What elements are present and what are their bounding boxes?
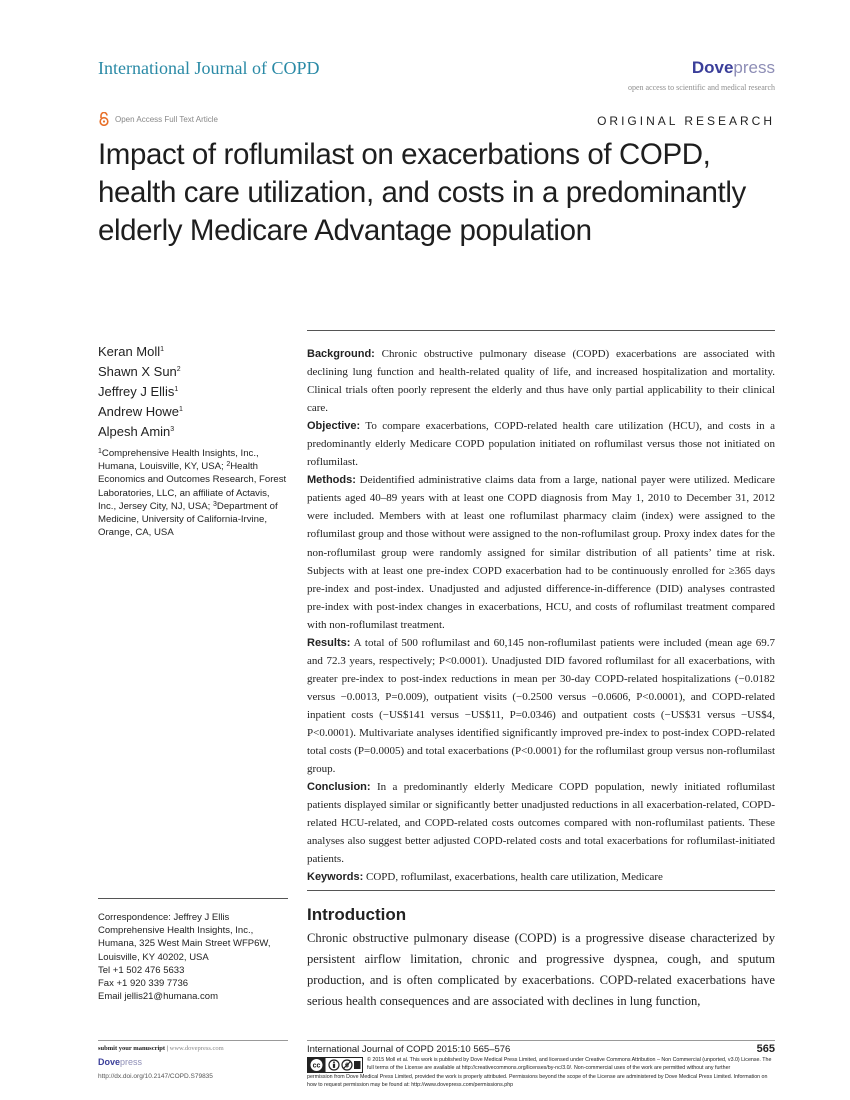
section-heading-introduction: Introduction: [307, 905, 407, 924]
abstract-text: In a predominantly elderly Medicare COPD population, newly initiated roflumilast patients displayed similar or significantly better unadjusted reductions in all exacerbation-related, COPD-related HCU-related, and COPD-related costs outcomes compared with non-roflumilast patients. These analyses also suggest better adjusted COPD-related costs and total exacerbations for roflumilast-initiated patients.: [307, 781, 775, 866]
creative-commons-label: cc: [312, 1062, 321, 1070]
footer-publisher-logo[interactable]: [98, 1057, 142, 1067]
author-name: Andrew Howe: [98, 404, 179, 419]
affiliation-text: Health Economics and Outcomes Research, Forest Laboratories, LLC, an affiliate of Actavis, Inc., Jersey City, NJ, USA;: [98, 461, 287, 512]
author-name: Alpesh Amin: [98, 424, 171, 439]
submit-label: submit your manuscript: [98, 1045, 166, 1052]
submit-manuscript: [98, 1045, 224, 1052]
doi-link[interactable]: http://dx.doi.org/10.2147/COPD.S79835: [98, 1073, 213, 1080]
abstract-text: To compare exacerbations, COPD-related health care utilization (HCU), and costs in a predominantly elderly Medicare COPD population initiated on roflumilast versus those not initiated on roflumilast.: [307, 420, 775, 469]
author-name: Shawn X Sun: [98, 364, 177, 379]
abstract-text: Chronic obstructive pulmonary disease (COPD) exacerbations are associated with declining lung function and health-related quality of life, and increased hospitalization and mortality. Clinical trials often poorly represent the elderly and thus have only partial applicability to their clinical care.: [307, 348, 775, 415]
abstract-label: Results:: [307, 636, 351, 649]
author-name: Keran Moll: [98, 344, 161, 359]
correspondence: [98, 911, 298, 1003]
correspondence-line: Correspondence: Jeffrey J Ellis: [98, 912, 230, 923]
publisher-logo[interactable]: [692, 58, 775, 78]
correspondence-line: Tel +1 502 476 5633: [98, 964, 185, 976]
author-affiliation-mark: 2: [176, 366, 181, 373]
author-affiliation-mark: 1: [174, 386, 179, 393]
author[interactable]: [98, 382, 183, 402]
correspondence-email[interactable]: Email jellis21@humana.com: [98, 991, 218, 1003]
abstract-bottom-rule: [307, 890, 775, 891]
footer-logo-press: press: [120, 1057, 143, 1067]
affiliation-number: 1: [98, 448, 102, 455]
author-affiliation-mark: 1: [160, 346, 165, 353]
author-affiliation-mark: 3: [170, 426, 175, 433]
abstract-methods: [307, 471, 775, 633]
correspondence-line: Fax +1 920 339 7736: [98, 978, 189, 990]
affiliations: [98, 447, 288, 539]
article-type: ORIGINAL RESEARCH: [597, 114, 775, 128]
abstract-text: Deidentified administrative claims data from a large, national payer were utilized. Medicare patients aged 40–89 years with at least one COPD diagnosis from May 1, 2010 to December 31, 2012 were included. Members with at least one roflumilast pharmacy claim (index) were assigned to the roflumilast group and those without were assigned to the non-roflumilast group. Proxy index dates for the non-roflumilast group were randomly assigned for similar distribution of all patients’ time at risk. Subjects with at least one pre-index COPD exacerbation had to be continuously enrolled for ≥365 days pre-index and post-index. Unadjusted and adjusted difference-in-difference (DID) analyses contrasted pre-index with post-index changes in exacerbations, HCU, and costs of roflumilast treatment compared with non-roflumilast treatment.: [307, 474, 775, 631]
open-access-text: Open Access Full Text Article: [115, 114, 219, 124]
article-title: Impact of roflumilast on exacerbations of COPD, health care utilization, and costs in a predominantly elderly Medicare Advantage population: [98, 138, 746, 247]
author[interactable]: [98, 342, 183, 362]
correspondence-line: Louisville, KY 40202, USA: [98, 951, 209, 963]
abstract-keywords: [307, 868, 775, 886]
abstract-label: Conclusion:: [307, 781, 371, 794]
author-affiliation-mark: 1: [178, 406, 183, 413]
license-text-continued: permission from Dove Medical Press Limited, provided the work is properly attributed. Permissions beyond the scope of the License are administered by Dove Medical Press Limited. Information on how to request permission may be found at: http://www.dovepress.com/permissions.php: [307, 1074, 768, 1089]
open-access-label: [98, 112, 218, 126]
page-number: 565: [756, 1043, 775, 1055]
correspondence-rule: [98, 898, 288, 899]
author-name: Jeffrey J Ellis: [98, 384, 175, 399]
footer-rule-right: [307, 1040, 775, 1041]
open-lock-icon: [98, 112, 110, 126]
abstract-text: COPD, roflumilast, exacerbations, health care utilization, Medicare: [363, 871, 663, 884]
publisher-logo-dove: Dove: [691, 58, 734, 77]
footer-rule-left: [98, 1040, 288, 1041]
journal-name[interactable]: International Journal of COPD: [98, 58, 320, 78]
abstract-objective: [307, 417, 775, 471]
affiliation-number: 2: [226, 461, 231, 469]
citation: International Journal of COPD 2015:10 565–576: [307, 1044, 511, 1055]
abstract-label: Keywords:: [307, 871, 364, 884]
abstract-background: [307, 345, 775, 417]
submit-link[interactable]: www.dovepress.com: [169, 1045, 224, 1052]
publisher-tagline: open access to scientific and medical research: [627, 83, 775, 92]
publisher-logo-press: press: [733, 58, 775, 77]
creative-commons-icon[interactable]: [307, 1057, 363, 1073]
abstract-text: A total of 500 roflumilast and 60,145 non-roflumilast patients were included (mean age 69.7 and 72.3 years, respectively; P<0.0001). Unadjusted DID favored roflumilast for all exacerbations, with greater pre-index to post-index reductions in mean per 30-day COPD-related hospitalizations (−0.0182 versus −0.0013, P=0.009), outpatient visits (−0.2500 versus −0.0606, P<0.0001), and COPD-related inpatient costs (−US$141 versus −US$11, P=0.0346) and outpatient costs (−US$31 versus −US$4, P<0.0001). Multivariate analyses identified significantly improved pre-index to post-index COPD-related total costs (P=0.0005) and total exacerbations (P<0.0001) for the roflumilast group versus non-roflumilast group.: [307, 636, 775, 776]
abstract-label: Background:: [307, 348, 375, 360]
abstract-conclusion: [307, 778, 775, 868]
author[interactable]: [98, 402, 183, 422]
footer-logo-dove: Dove: [98, 1057, 121, 1067]
affiliation-text: Department of Medicine, University of California-Irvine, Orange, CA, USA: [98, 500, 278, 539]
author[interactable]: [98, 362, 183, 382]
correspondence-line: Humana, 325 West Main Street WFP6W,: [98, 938, 271, 950]
abstract-label: Methods:: [307, 474, 356, 487]
correspondence-line: Comprehensive Health Insights, Inc.,: [98, 925, 254, 937]
abstract-results: [307, 634, 775, 778]
author[interactable]: [98, 422, 183, 442]
affiliation-text: Comprehensive Health Insights, Inc., Humana, Louisville, KY, USA;: [98, 448, 259, 473]
abstract: [307, 345, 775, 886]
license-text: © 2015 Moll et al. This work is published by Dove Medical Press Limited, and licensed under Creative Commons Attribution – Non Commercial (unported, v3.0) License. The full terms of the License are available at http://creativecommons.org/licenses/by-nc/3.0/. Non-commercial uses of the work are permitted without any further: [367, 1057, 772, 1072]
abstract-label: Objective:: [307, 420, 361, 433]
submit-separator: |: [165, 1045, 170, 1052]
introduction-text: Chronic obstructive pulmonary disease (COPD) is a progressive disease characterized by persistent airflow limitation, chronic and progressive dyspnea, cough, and sputum production, and is often complicated by exacerbations. COPD-related exacerbations have serious health consequences and are associated with declines in lung function,: [307, 931, 775, 1008]
affiliation-number: 3: [212, 500, 217, 508]
abstract-top-rule: [307, 330, 775, 331]
author-list: [98, 342, 183, 442]
